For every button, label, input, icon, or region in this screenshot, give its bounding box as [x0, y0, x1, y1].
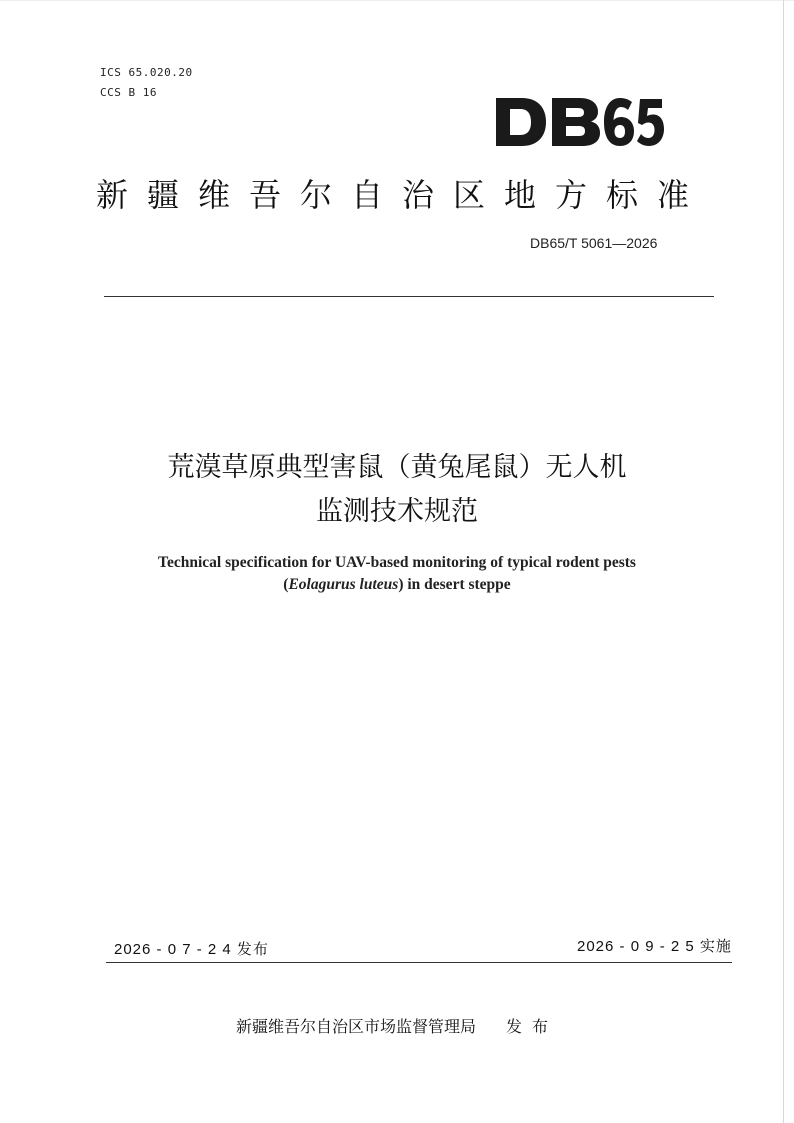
issuer-name: 新疆维吾尔自治区市场监督管理局: [236, 1017, 477, 1036]
issue-date: 2026 - 0 7 - 2 4 发布: [114, 941, 269, 958]
scan-edge-top: [0, 0, 794, 1]
english-title-rest: ) in desert steppe: [398, 576, 511, 593]
ics-code: ICS 65.020.20: [100, 66, 193, 79]
english-title-line-2: [0, 574, 794, 596]
db65-logo: [492, 92, 664, 152]
footer-divider: [106, 962, 732, 963]
header-divider: [104, 296, 714, 297]
issuer-action: 发布: [506, 1017, 559, 1036]
implementation-date: 2026 - 0 9 - 2 5 实施: [577, 938, 732, 955]
chinese-title-line-1: 荒漠草原典型害鼠（黄兔尾鼠）无人机: [167, 452, 627, 483]
ccs-code: CCS B 16: [100, 86, 157, 99]
english-title: [0, 552, 794, 596]
issuing-authority: [236, 1014, 558, 1037]
chinese-title-line-2: 监测技术规范: [316, 496, 478, 527]
english-title-line-1: Technical specification for UAV-based monitoring of typical rodent pests: [158, 554, 636, 571]
standard-number: DB65/T 5061—2026: [530, 235, 658, 251]
chinese-title: [0, 446, 794, 534]
species-name: Eolagurus luteus: [288, 576, 399, 593]
english-title-paren-open: (: [283, 576, 289, 593]
standard-category-title: 新疆维吾尔自治区地方标准: [96, 176, 709, 214]
